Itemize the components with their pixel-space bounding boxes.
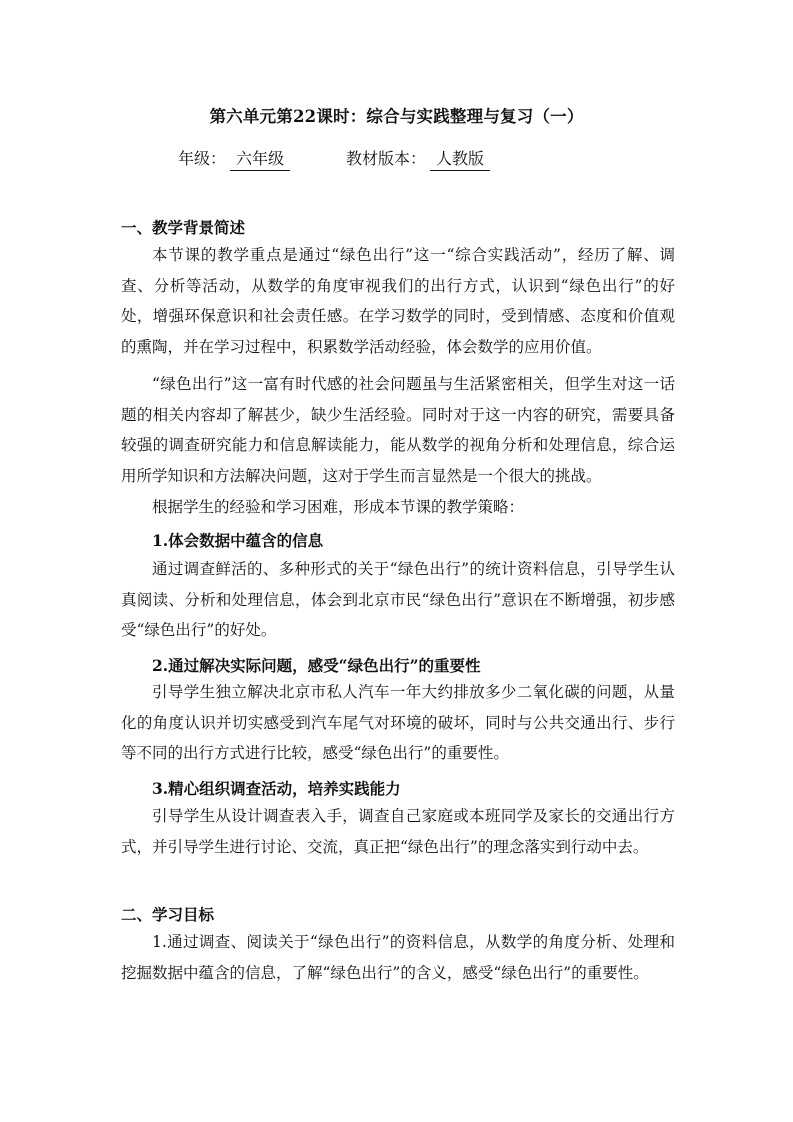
paragraph-background-2: “绿色出行”这一富有时代感的社会问题虽与生活紧密相关，但学生对这一话题的相关内容却了解甚少，缺少生活经验。同时对于这一内容的研究，需要具备较强的调查研究能力和信息解读能力，能从数学的视角分析和处理信息，综合运用所学知识和方法解决问题，这对于学生而言显然是一个很大的挑战。 xyxy=(121,375,675,485)
subheading-strategy-1: 1.体会数据中蕴含的信息 xyxy=(152,531,324,550)
paragraph-objective-1: 1.通过调查、阅读关于“绿色出行”的资料信息，从数学的角度分析、处理和挖掘数据中蕴含的信息，了解“绿色出行”的含义，感受“绿色出行”的重要性。 xyxy=(121,933,675,982)
edition-value: 人教版 xyxy=(430,146,490,171)
grade-label: 年级： xyxy=(178,149,227,168)
subheading-strategy-3: 3.精心组织调查活动，培养实践能力 xyxy=(152,779,401,798)
paragraph-strategy-intro: 根据学生的经验和学习困难，形成本节课的教学策略： xyxy=(152,498,525,516)
paragraph-strategy-1: 通过调查鲜活的、多种形式的关于“绿色出行”的统计资料信息，引导学生认真阅读、分析和处理信息，体会到北京市民“绿色出行”意识在不断增强，初步感受“绿色出行”的好处。 xyxy=(121,560,675,639)
section-heading-background: 一、教学背景简述 xyxy=(121,218,246,237)
paragraph-strategy-3: 引导学生从设计调查表入手，调查自己家庭或本班同学及家长的交通出行方式，并引导学生进行讨论、交流，真正把“绿色出行”的理念落实到行动中去。 xyxy=(121,807,675,856)
page-title: 第六单元第22课时：综合与实践整理与复习（一） xyxy=(209,107,584,126)
paragraph-background-1: 本节课的教学重点是通过“绿色出行”这一“综合实践活动”，经历了解、调查、分析等活动，从数学的角度审视我们的出行方式，认识到“绿色出行”的好处，增强环保意识和社会责任感。在学习数学的同时，受到情感、态度和价值观的熏陶，并在学习过程中，积累数学活动经验，体会数学的应用价值。 xyxy=(121,246,675,356)
grade-value: 六年级 xyxy=(230,146,290,171)
paragraph-strategy-2: 引导学生独立解决北京市私人汽车一年大约排放多少二氧化碳的问题，从量化的角度认识并切实感受到汽车尾气对环境的破坏，同时与公共交通出行、步行等不同的出行方式进行比较，感受“绿色出行”的重要性。 xyxy=(121,683,675,762)
section-heading-objectives: 二、学习目标 xyxy=(121,905,215,924)
edition-label: 教材版本： xyxy=(346,149,427,168)
lesson-meta xyxy=(178,146,490,171)
subheading-strategy-2: 2.通过解决实际问题，感受“绿色出行”的重要性 xyxy=(152,656,481,675)
